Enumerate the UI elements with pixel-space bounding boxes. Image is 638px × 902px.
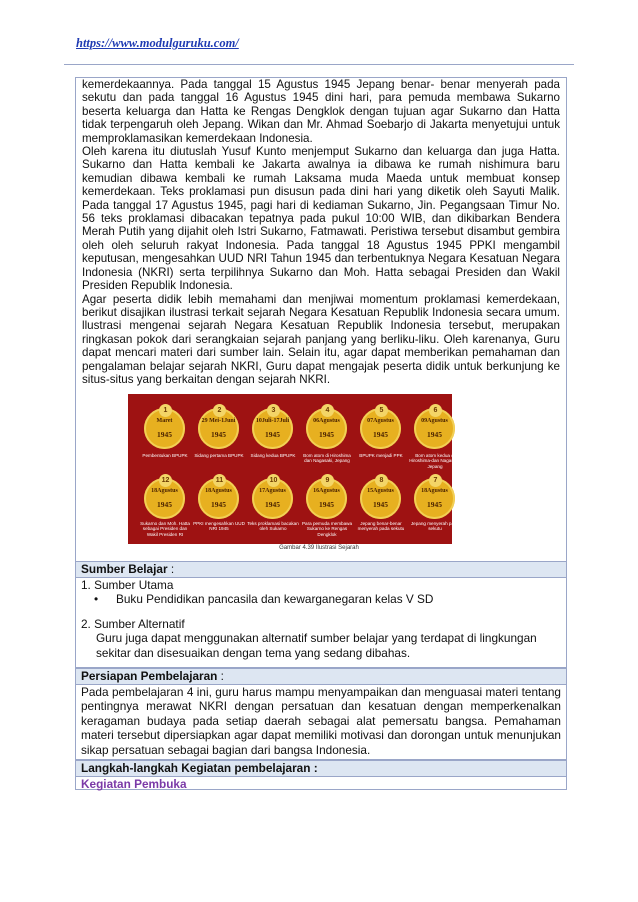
coin-number: 8 [375,474,388,487]
coin-date: 16Agustus [313,488,340,494]
timeline-coin [144,408,185,449]
coin-number: 2 [213,404,226,417]
coin-caption: BPUPK menjadi PPK [359,453,403,458]
intro-paragraph: Agar peserta didik lebih memahami dan menjiwai momentum proklamasi kemerdekaan, berikut disajikan ilustrasi terkait sejarah Negara Kesatuan Republik Indonesia secara umum. llustrasi mengenai sejarah Negara Kesatuan Republik Indonesia tersebut, merupakan ringkasan pokok dari serangkaian sejarah panjang yang berliku-liku. Oleh karenanya, Guru dapat mencari materi dari sumber lain. Selain itu, agar dapat memberikan pemahaman dan pengalaman belajar sejarah NKRI, Guru dapat mengajak peserta didik untuk berkunjung ke situs-situs yang berkaitan dengan sejarah NKRI. [82,292,560,386]
timeline-coin [360,478,401,519]
coin-year: 1945 [157,500,172,509]
coin-year: 1945 [427,500,442,509]
coin-number: 1 [159,404,172,417]
coin-date: 07Agustus [367,418,394,424]
coin-number: 6 [429,404,442,417]
timeline-coin [198,478,239,519]
coin-date: 18Agustus [205,488,232,494]
coin-caption: Bom atom di Hiroshima dan Nagasaki, Jepang [303,453,351,464]
persiapan-header [76,668,566,685]
coin-date: Maret [156,418,173,424]
coin-date: 29 Mei-1Juni [201,418,236,424]
coin-number: 12 [159,474,172,487]
coin-year: 1945 [211,500,226,509]
coin-number: 7 [429,474,442,487]
coin-caption: Jepang menyerah pada sekutu [410,521,460,532]
coin-year: 1945 [157,430,172,439]
coin-caption: Sidang kedua BPUPK [250,453,296,458]
sumber-utama-text: Buku Pendidikan pancasila dan kewarganegaran kelas V SD [116,592,434,607]
coin-caption: Bom atom kedua di Hiroshima-dan Nagasaki, Jepang [409,453,461,469]
coin-year: 1945 [265,500,280,509]
coin-number: 5 [375,404,388,417]
coin-date: 18Agustus [151,488,178,494]
coin-date: 06Agustus [313,418,340,424]
coin-year: 1945 [319,500,334,509]
sumber-section [75,561,567,668]
figure-caption: Gambar 4.39 Ilustrasi Sejarah [279,545,359,551]
timeline-coin [252,478,293,519]
timeline-coin [306,408,347,449]
timeline-coin [414,408,455,449]
coin-number: 4 [321,404,334,417]
coin-year: 1945 [373,500,388,509]
intro-text [76,78,566,386]
coin-caption: Sukarno dan Moh. Hatta sebagai Presiden dan Wakil Presiden RI [140,521,190,537]
coin-number: 3 [267,404,280,417]
intro-paragraph: kemerdekaannya. Pada tanggal 15 Agustus 1945 Jepang benar- benar menyerah pada sekutu dan pada tanggal 16 Agustus 1945 dini hari, para pemuda membawa Sukarno beserta keluarga dan Hatta ke Rengas Dengklok dengan tujuan agar Sukarno dan Hatta tidak terpengaruh oleh Jepang. Wikan dan Mr. Ahmad Soebarjo di Jakarta menyetujui untuk memproklamasikan kemerdekaan Indonesia. [82,78,560,145]
coin-year: 1945 [373,430,388,439]
coin-year: 1945 [265,430,280,439]
persiapan-title: Persiapan Pembelajaran [81,669,218,683]
coin-date: 18Agustus [421,488,448,494]
coin-number: 9 [321,474,334,487]
persiapan-colon: : [217,669,224,683]
coin-date: 09Agustus [421,418,448,424]
sumber-utama-label: 1. Sumber Utama [81,578,174,592]
sumber-colon: : [167,562,175,576]
sumber-alt-text: Guru juga dapat menggunakan alternatif sumber belajar yang terdapat di lingkungan sekitar dan disesuaikan dengan tema yang sedang dibahas. [96,631,537,660]
sumber-title: Sumber Belajar [81,562,168,576]
coin-date: 10Juli-17Juli [255,418,290,424]
coin-caption: Para pemuda membawa Sukarno ke Rengas Dengklok [301,521,353,537]
sumber-utama-item [76,592,566,606]
coin-caption: PPKI mengesahkan UUD NRI 1945 [193,521,245,532]
coin-caption: Teks proklamasi bacakan oleh Sukarno [247,521,299,532]
kegiatan-pembuka-label: Kegiatan Pembuka [81,777,187,791]
history-illustration [128,394,461,544]
header-divider [64,64,574,65]
coin-caption: Jepang benar-benar menyerah pada sekutu [357,521,405,532]
timeline-coin [144,478,185,519]
coin-caption: Pembentukan BPUPK [142,453,188,458]
langkah-title: Langkah-langkah Kegiatan pembelajaran : [81,761,318,775]
timeline-coin [414,478,455,519]
coin-caption: Sidang pertama BPUPK [194,453,244,458]
persiapan-text: Pada pembelajaran 4 ini, guru harus mampu menyampaikan dan menguasai materi tentang pentingnya merawat NKRI dengan persatuan dan kesatuan dengan memperkenalkan keragaman budaya pada setiap daerah sebagai alat pemersatu bangsa. Pemahaman materi tersebut dipersiapkan agar dapat memiliki motivasi dan dorongan untuk menunjukan sikap persatuan sebagai bagian dari bangsa Indonesia. [81,685,561,757]
intro-text-box [75,77,567,387]
intro-paragraph: Oleh karena itu diutuslah Yusuf Kunto menjemput Sukarno dan keluarga dan juga Hatta. Sukarno dan Hatta kembali ke Jakarta awalnya ia dibawa ke rumah nishimura baru kemudian dibawa kembali ke rumah Laksama muda Maeda untuk membuat konsep kemerdekaan. Teks proklamasi pun disusun pada dini hari yang diketik oleh Sayuti Malik. Pada tanggal 17 Agustus 1945, pagi hari di kediaman Sukarno, Jin. Pegangsaan Timur No. 56 teks proklamasi dibacakan tepatnya pada pukul 10:00 WIB, dan dikibarkan Bendera Merah Putih yang dijahit oleh Istri Sukarno, Fatmawati. Peristiwa tersebut disambut gembira oleh oleh seluruh rakyat Indonesia. Pada tanggal 18 Agustus 1945 PPKI mengambil keputusan, mengesahkan UUD NRI Tahun 1945 dan terbentuknya Negara Kesatuan Negara Indonesia (NKRI) serta terpilihnya Sukarno dan Moh. Hatta sebagai Presiden dan Wakil Presiden Republik Indonesia. [82,145,560,293]
coin-year: 1945 [427,430,442,439]
coin-number: 11 [213,474,226,487]
langkah-section [75,760,567,790]
coin-year: 1945 [211,430,226,439]
timeline-coin [252,408,293,449]
coin-year: 1945 [319,430,334,439]
timeline-coin [306,478,347,519]
sumber-alt-label: 2. Sumber Alternatif [81,616,185,631]
bullet-icon: • [94,592,99,607]
coin-date: 17Agustus [259,488,286,494]
header-url-link[interactable]: https://www.modulguruku.com/ [76,36,239,50]
sumber-header [76,562,566,578]
langkah-header [76,760,566,777]
timeline-coin [198,408,239,449]
coin-number: 10 [267,474,280,487]
timeline-coin [360,408,401,449]
coin-date: 15Agustus [367,488,394,494]
persiapan-section [75,668,567,760]
